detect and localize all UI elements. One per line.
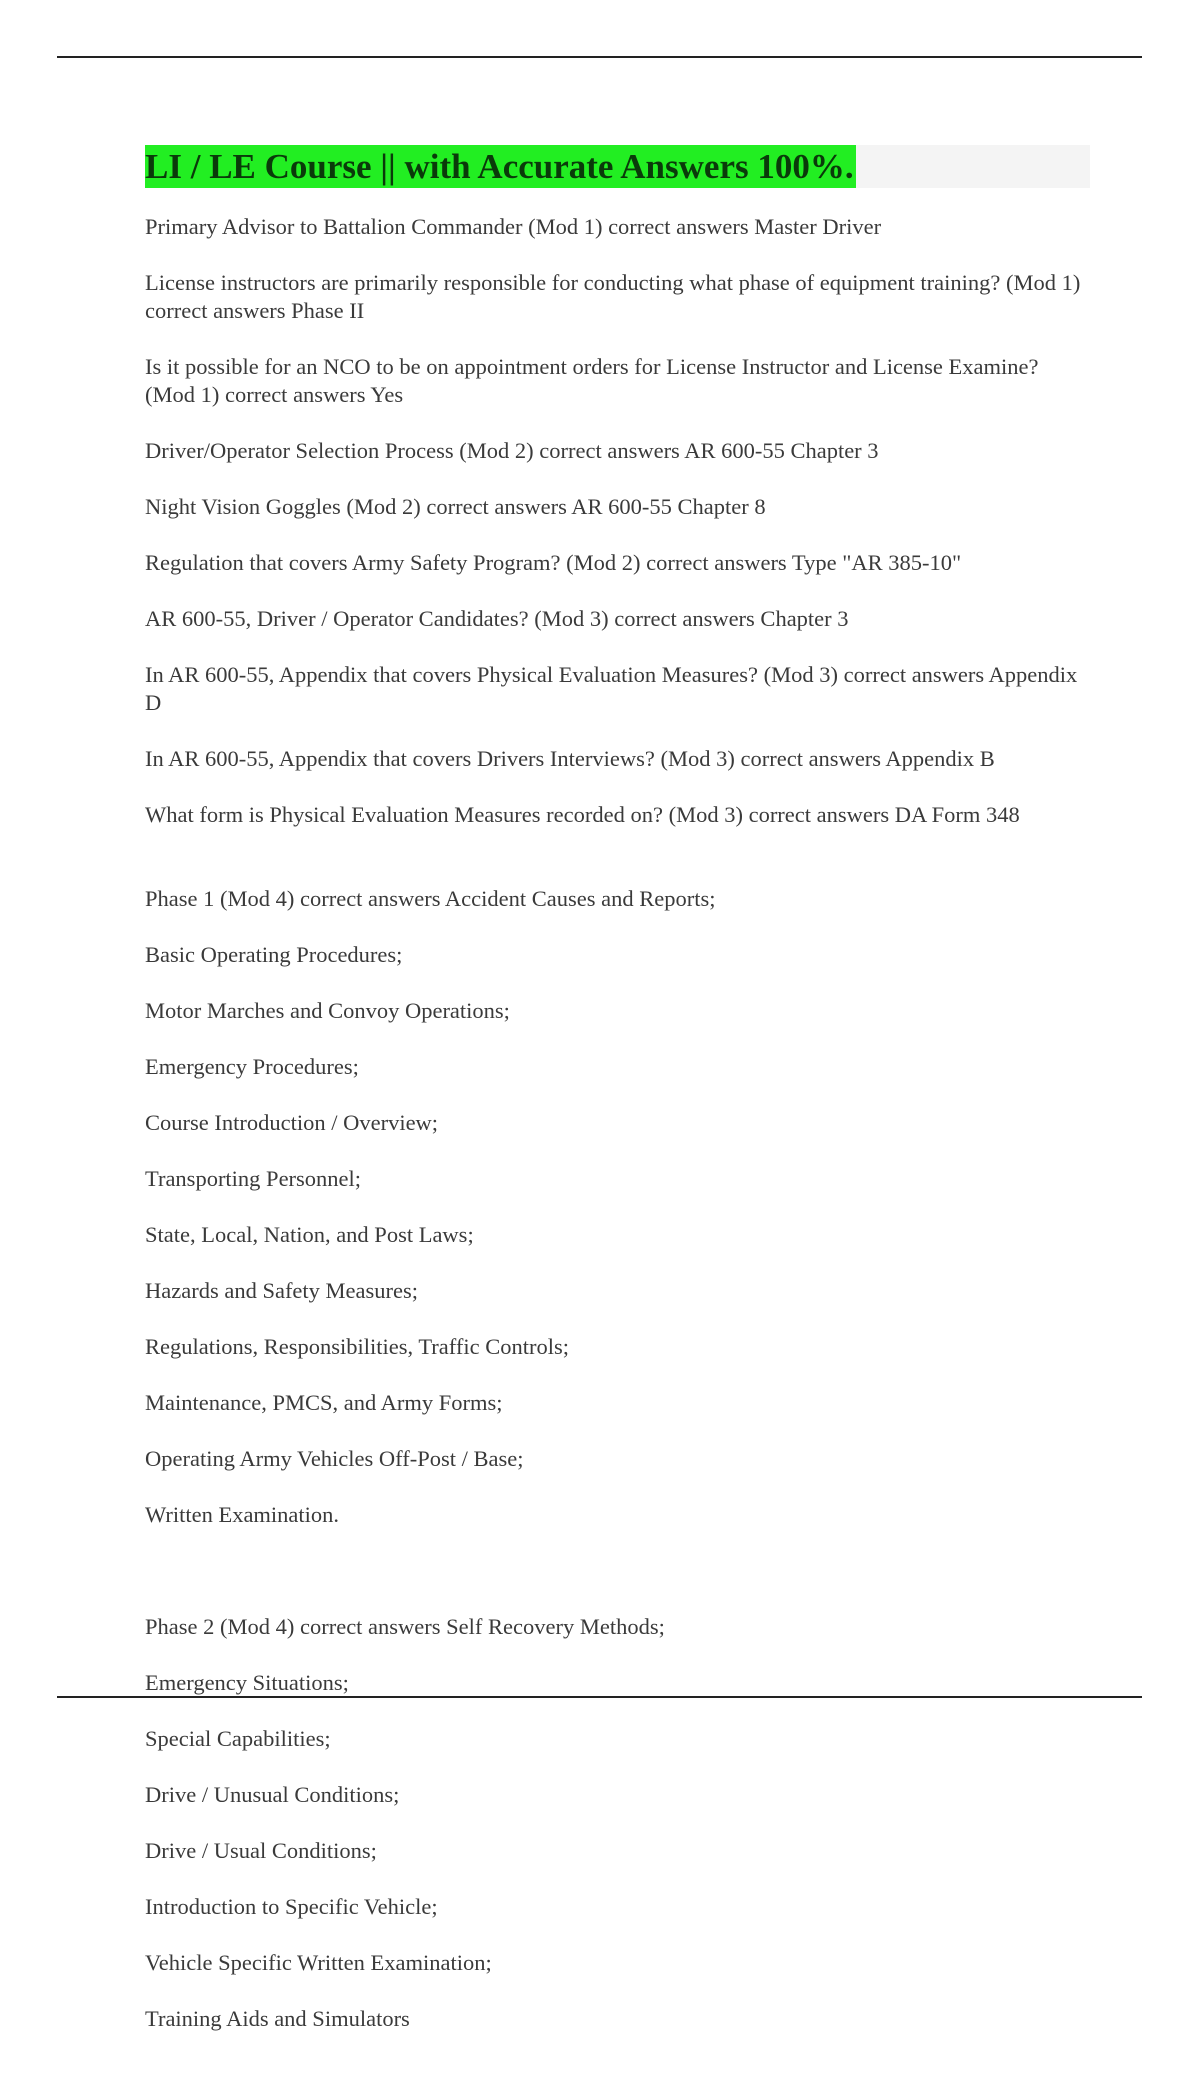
phase-1-line: Motor Marches and Convoy Operations; (145, 998, 510, 1023)
qa-item: What form is Physical Evaluation Measures recorded on? (Mod 3) correct answers DA Form 348 (145, 802, 1020, 827)
phase-2-block (145, 1585, 1090, 2061)
phase-2-line: Special Capabilities; (145, 1726, 331, 1751)
phase-1-line: Operating Army Vehicles Off-Post / Base; (145, 1446, 524, 1471)
phase-1-line: Transporting Personnel; (145, 1166, 362, 1191)
phase-2-line: Emergency Situations; (145, 1670, 349, 1695)
qa-item: License instructors are primarily responsible for conducting what phase of equipment training? (Mod 1) correct answers Phase II (145, 270, 1081, 323)
phase-2-line: Introduction to Specific Vehicle; (145, 1894, 438, 1919)
phase-2-line: Training Aids and Simulators (145, 2006, 410, 2031)
phase-2-line: Vehicle Specific Written Examination; (145, 1950, 492, 1975)
qa-item: In AR 600-55, Appendix that covers Physical Evaluation Measures? (Mod 3) correct answers Appendix D (145, 662, 1078, 715)
qa-item: In AR 600-55, Appendix that covers Drivers Interviews? (Mod 3) correct answers Appendix B (145, 746, 995, 771)
bottom-rule (57, 1696, 1142, 1698)
phase-1-line: Regulations, Responsibilities, Traffic Controls; (145, 1334, 569, 1359)
document-title: LI / LE Course || with Accurate Answers 100%. (145, 147, 854, 186)
qa-item: Driver/Operator Selection Process (Mod 2) correct answers AR 600-55 Chapter 3 (145, 438, 879, 463)
title-bar (145, 145, 1090, 188)
document-body (145, 145, 1090, 2089)
phase-1-line: Written Examination. (145, 1502, 340, 1527)
phase-1-line: Maintenance, PMCS, and Army Forms; (145, 1390, 503, 1415)
qa-item: Is it possible for an NCO to be on appointment orders for License Instructor and License Examine? (Mod 1) correct answers Yes (145, 354, 1039, 407)
qa-item: Night Vision Goggles (Mod 2) correct answers AR 600-55 Chapter 8 (145, 494, 766, 519)
phase-1-line: Basic Operating Procedures; (145, 942, 403, 967)
phase-1-line: State, Local, Nation, and Post Laws; (145, 1222, 474, 1247)
top-rule (57, 56, 1142, 58)
qa-item: AR 600-55, Driver / Operator Candidates? (Mod 3) correct answers Chapter 3 (145, 606, 849, 631)
qa-item: Primary Advisor to Battalion Commander (Mod 1) correct answers Master Driver (145, 214, 882, 239)
phase-1-line: Course Introduction / Overview; (145, 1110, 439, 1135)
phase-2-line: Phase 2 (Mod 4) correct answers Self Recovery Methods; (145, 1614, 665, 1639)
phase-2-line: Drive / Unusual Conditions; (145, 1782, 400, 1807)
phase-1-line: Phase 1 (Mod 4) correct answers Accident Causes and Reports; (145, 886, 716, 911)
phase-1-line: Emergency Procedures; (145, 1054, 359, 1079)
qa-item: Regulation that covers Army Safety Program? (Mod 2) correct answers Type "AR 385-10" (145, 550, 962, 575)
phase-2-line: Drive / Usual Conditions; (145, 1838, 377, 1863)
phase-1-line: Hazards and Safety Measures; (145, 1278, 419, 1303)
phase-1-block (145, 857, 1090, 1557)
